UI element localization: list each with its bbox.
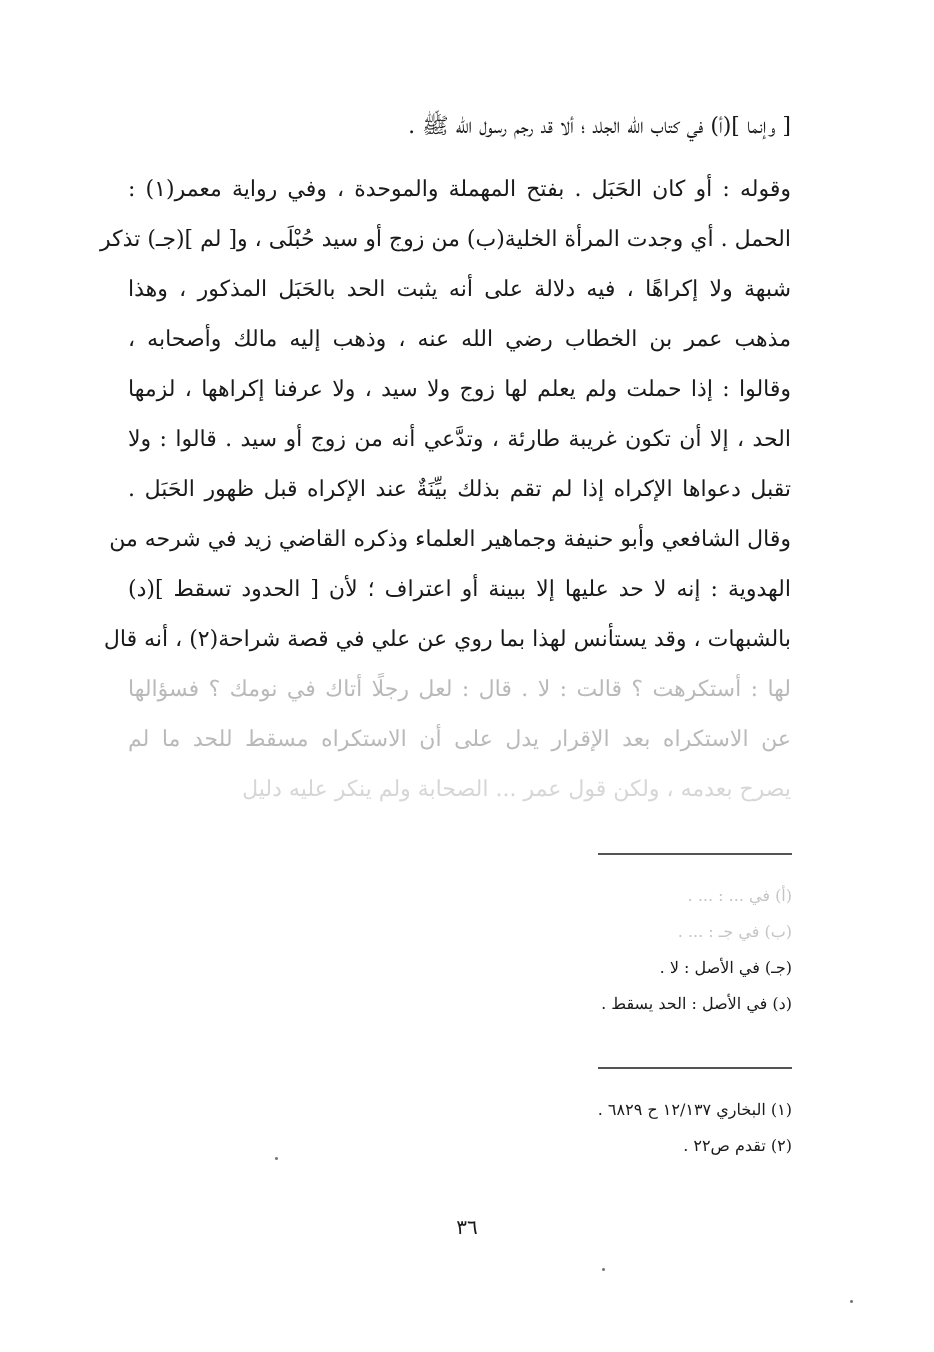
scan-speck <box>850 1300 853 1303</box>
text-line-6: وقالوا : إذا حملت ولم يعلم لها زوج ولا سيد ، ولا عرفنا إكراهها ، لزمها <box>128 377 791 402</box>
source-note-1: (١) البخاري ١٢/١٣٧ ح ٦٨٢٩ . <box>597 1100 792 1119</box>
text-line-11: بالشبهات ، وقد يستأنس لهذا بما روي عن علي في قصة شراحة(٢) ، أنه قال <box>103 627 791 652</box>
text-line-1: [ وإنما ](أ) في كتاب الله الجلد ؛ ألا قد رجم رسول الله ﷺ . <box>408 114 791 139</box>
text-line-10: الهدوية : إنه لا حد عليها إلا ببينة أو اعتراف ؛ لأن [ الحدود تسقط ](د) <box>128 577 791 602</box>
text-line-4: شبهة ولا إكراهًا ، فيه دلالة على أنه يثبت الحد بالحَبَل المذكور ، وهذا <box>128 277 791 302</box>
variant-note-c: (جـ) في الأصل : لا . <box>659 958 792 977</box>
source-notes-separator <box>598 1067 792 1069</box>
text-line-14: يصرح بعدمه ، ولكن قول عمر ... الصحابة ولم ينكر عليه دليل <box>242 777 791 802</box>
scan-speck <box>602 1268 605 1271</box>
variant-note-d: (د) في الأصل : الحد يسقط . <box>601 994 792 1013</box>
source-note-2: (٢) تقدم ص٢٢ . <box>683 1136 792 1155</box>
text-line-7: الحد ، إلا أن تكون غريبة طارئة ، وتدَّعي أنه من زوج أو سيد . قالوا : ولا <box>128 427 791 452</box>
text-line-9: وقال الشافعي وأبو حنيفة وجماهير العلماء وذكره القاضي زيد في شرحه من <box>109 527 791 552</box>
page-number: ٣٦ <box>456 1215 478 1239</box>
text-line-8: تقبل دعواها الإكراه إذا لم تقم بذلك بيِّنَةٌ عند الإكراه قبل ظهور الحَبَل . <box>128 477 791 502</box>
scan-speck <box>275 1157 278 1160</box>
text-line-13: عن الاستكراه بعد الإقرار يدل على أن الاستكراه مسقط للحد ما لم <box>128 727 791 752</box>
text-line-12: لها : أستكرهت ؟ قالت : لا . قال : لعل رجلًا أتاك في نومك ؟ فسؤالها <box>128 677 791 702</box>
text-line-5: مذهب عمر بن الخطاب رضي الله عنه ، وذهب إليه مالك وأصحابه ، <box>128 327 791 352</box>
variant-notes-separator <box>598 853 792 855</box>
text-line-2: وقوله : أو كان الحَبَل . بفتح المهملة والموحدة ، وفي رواية معمر(١) : <box>128 177 791 202</box>
variant-note-a: (أ) في ... : ... . <box>687 886 792 905</box>
text-line-3: الحمل . أي وجدت المرأة الخلية(ب) من زوج أو سيد حُبْلَى ، و[ لم ](جـ) تذكر <box>100 227 791 252</box>
variant-note-b: (ب) في جـ : ... . <box>677 922 792 941</box>
